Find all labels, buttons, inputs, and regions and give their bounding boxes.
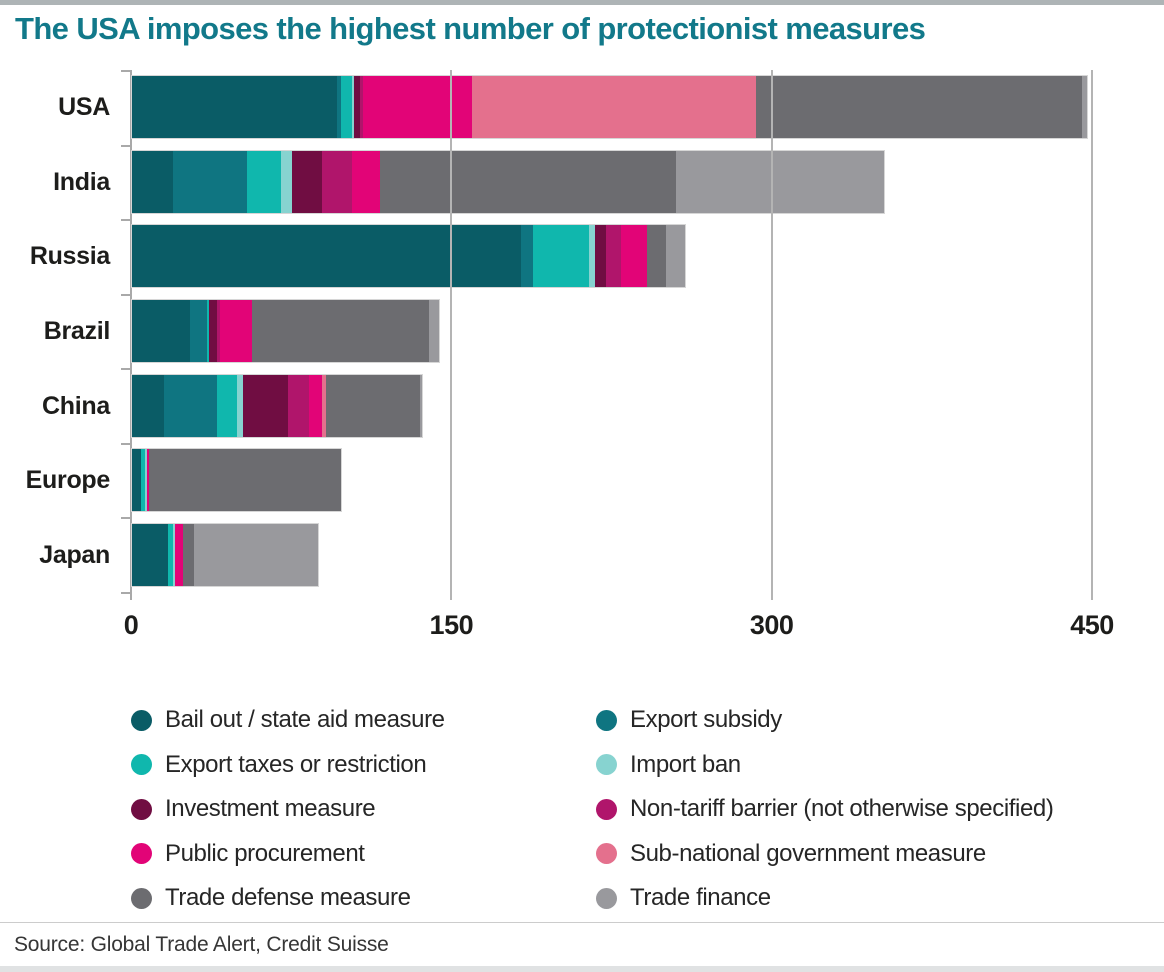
- y-axis-tick: [121, 219, 131, 221]
- legend-item-non-tariff-barrier-not-otherwise-specified: [596, 787, 1053, 832]
- source-text: Source: Global Trade Alert, Credit Suisse: [14, 933, 389, 956]
- category-label-china: China: [42, 391, 110, 420]
- legend-label: Investment measure: [165, 795, 376, 823]
- segment-russia-public-procurement: [621, 225, 647, 287]
- legend-label: Import ban: [630, 750, 741, 778]
- segment-china-investment-measure: [243, 375, 288, 437]
- legend-swatch-icon: [596, 843, 617, 864]
- segment-europe-trade-defense-measure: [149, 449, 341, 511]
- legend-item-trade-finance: [596, 876, 1053, 921]
- segment-brazil-trade-defense-measure: [252, 300, 429, 362]
- segment-india-export-subsidy: [173, 151, 248, 213]
- legend-label: Export taxes or restriction: [165, 750, 427, 778]
- y-axis-tick: [121, 517, 131, 519]
- bar-russia: [132, 225, 685, 287]
- segment-brazil-export-subsidy: [190, 300, 207, 362]
- y-axis-tick: [121, 368, 131, 370]
- segment-china-non-tariff-barrier-not-otherwise-specified: [288, 375, 309, 437]
- legend-swatch-icon: [596, 710, 617, 731]
- segment-usa-trade-defense-measure: [756, 76, 1083, 138]
- x-axis-tick-label: 450: [1070, 610, 1114, 640]
- segment-usa-bail-out-state-aid-measure: [132, 76, 337, 138]
- legend-label: Bail out / state aid measure: [165, 706, 445, 734]
- x-axis-tick-label: 300: [749, 610, 794, 640]
- category-label-europe: Europe: [25, 466, 110, 495]
- gridline-300: [771, 70, 773, 600]
- x-axis-tick-label: 150: [429, 610, 474, 640]
- segment-russia-export-taxes-or-restriction: [533, 225, 589, 287]
- segment-russia-export-subsidy: [521, 225, 534, 287]
- segment-usa-sub-national-government-measure: [472, 76, 756, 138]
- legend-item-sub-national-government-measure: [596, 832, 1053, 877]
- segment-brazil-investment-measure: [209, 300, 218, 362]
- legend-item-export-taxes-or-restriction: [131, 743, 445, 788]
- category-label-india: India: [53, 167, 110, 196]
- legend-swatch-icon: [596, 888, 617, 909]
- legend-swatch-icon: [131, 888, 152, 909]
- legend-item-public-procurement: [131, 832, 445, 877]
- segment-china-public-procurement: [309, 375, 322, 437]
- category-label-russia: Russia: [29, 242, 110, 271]
- y-axis-tick: [121, 294, 131, 296]
- bar-japan: [132, 524, 318, 586]
- y-axis-tick: [121, 70, 131, 72]
- segment-india-public-procurement: [352, 151, 380, 213]
- segment-russia-investment-measure: [595, 225, 606, 287]
- bottom-border-strip: [0, 966, 1164, 972]
- legend-column-2: [596, 698, 1053, 921]
- segment-india-investment-measure: [292, 151, 322, 213]
- y-axis-tick: [121, 592, 131, 594]
- segment-russia-trade-defense-measure: [647, 225, 666, 287]
- legend-item-import-ban: [596, 743, 1053, 788]
- chart-title: The USA imposes the highest number of protectionist measures: [15, 11, 926, 46]
- legend-item-bail-out-state-aid-measure: [131, 698, 445, 743]
- segment-brazil-trade-finance: [429, 300, 440, 362]
- bar-china: [132, 375, 422, 437]
- segment-japan-trade-defense-measure: [183, 524, 194, 586]
- segment-russia-non-tariff-barrier-not-otherwise-specified: [606, 225, 621, 287]
- category-label-japan: Japan: [39, 540, 110, 569]
- segment-china-trade-finance: [420, 375, 422, 437]
- segment-russia-trade-finance: [666, 225, 685, 287]
- segment-india-bail-out-state-aid-measure: [132, 151, 173, 213]
- segment-japan-public-procurement: [175, 524, 184, 586]
- y-axis-tick: [121, 145, 131, 147]
- bar-europe: [132, 449, 341, 511]
- legend-label: Sub-national government measure: [630, 839, 986, 867]
- legend-swatch-icon: [131, 799, 152, 820]
- source-divider-line: [0, 922, 1164, 923]
- legend-label: Public procurement: [165, 839, 365, 867]
- legend-swatch-icon: [131, 843, 152, 864]
- legend-item-trade-defense-measure: [131, 876, 445, 921]
- legend-item-investment-measure: [131, 787, 445, 832]
- legend-swatch-icon: [131, 754, 152, 775]
- segment-india-trade-finance: [676, 151, 883, 213]
- segment-europe-bail-out-state-aid-measure: [132, 449, 141, 511]
- segment-japan-bail-out-state-aid-measure: [132, 524, 168, 586]
- segment-japan-trade-finance: [194, 524, 318, 586]
- legend-swatch-icon: [596, 754, 617, 775]
- category-label-brazil: Brazil: [43, 317, 110, 345]
- segment-india-import-ban: [281, 151, 292, 213]
- segment-india-non-tariff-barrier-not-otherwise-specified: [322, 151, 352, 213]
- segment-china-bail-out-state-aid-measure: [132, 375, 164, 437]
- segment-russia-bail-out-state-aid-measure: [132, 225, 521, 287]
- legend-label: Trade defense measure: [165, 884, 411, 912]
- gridline-450: [1091, 70, 1093, 600]
- segment-usa-export-taxes-or-restriction: [341, 76, 352, 138]
- legend-swatch-icon: [131, 710, 152, 731]
- legend-column-1: [131, 698, 445, 921]
- legend-label: Export subsidy: [630, 706, 782, 734]
- gridline-150: [450, 70, 452, 600]
- bar-brazil: [132, 300, 439, 362]
- segment-china-trade-defense-measure: [326, 375, 420, 437]
- legend-label: Non-tariff barrier (not otherwise specified): [630, 795, 1054, 823]
- legend-swatch-icon: [596, 799, 617, 820]
- bar-usa: [132, 76, 1087, 138]
- segment-usa-trade-finance: [1082, 76, 1086, 138]
- y-axis-tick: [121, 443, 131, 445]
- x-axis-tick-label: 0: [123, 610, 139, 640]
- segment-brazil-public-procurement: [220, 300, 252, 362]
- segment-china-export-taxes-or-restriction: [217, 375, 236, 437]
- legend-item-export-subsidy: [596, 698, 1053, 743]
- segment-usa-public-procurement: [363, 76, 472, 138]
- segment-brazil-bail-out-state-aid-measure: [132, 300, 190, 362]
- category-label-usa: USA: [58, 93, 110, 122]
- legend-label: Trade finance: [630, 884, 771, 912]
- segment-china-export-subsidy: [164, 375, 217, 437]
- segment-india-export-taxes-or-restriction: [247, 151, 281, 213]
- segment-india-trade-defense-measure: [380, 151, 677, 213]
